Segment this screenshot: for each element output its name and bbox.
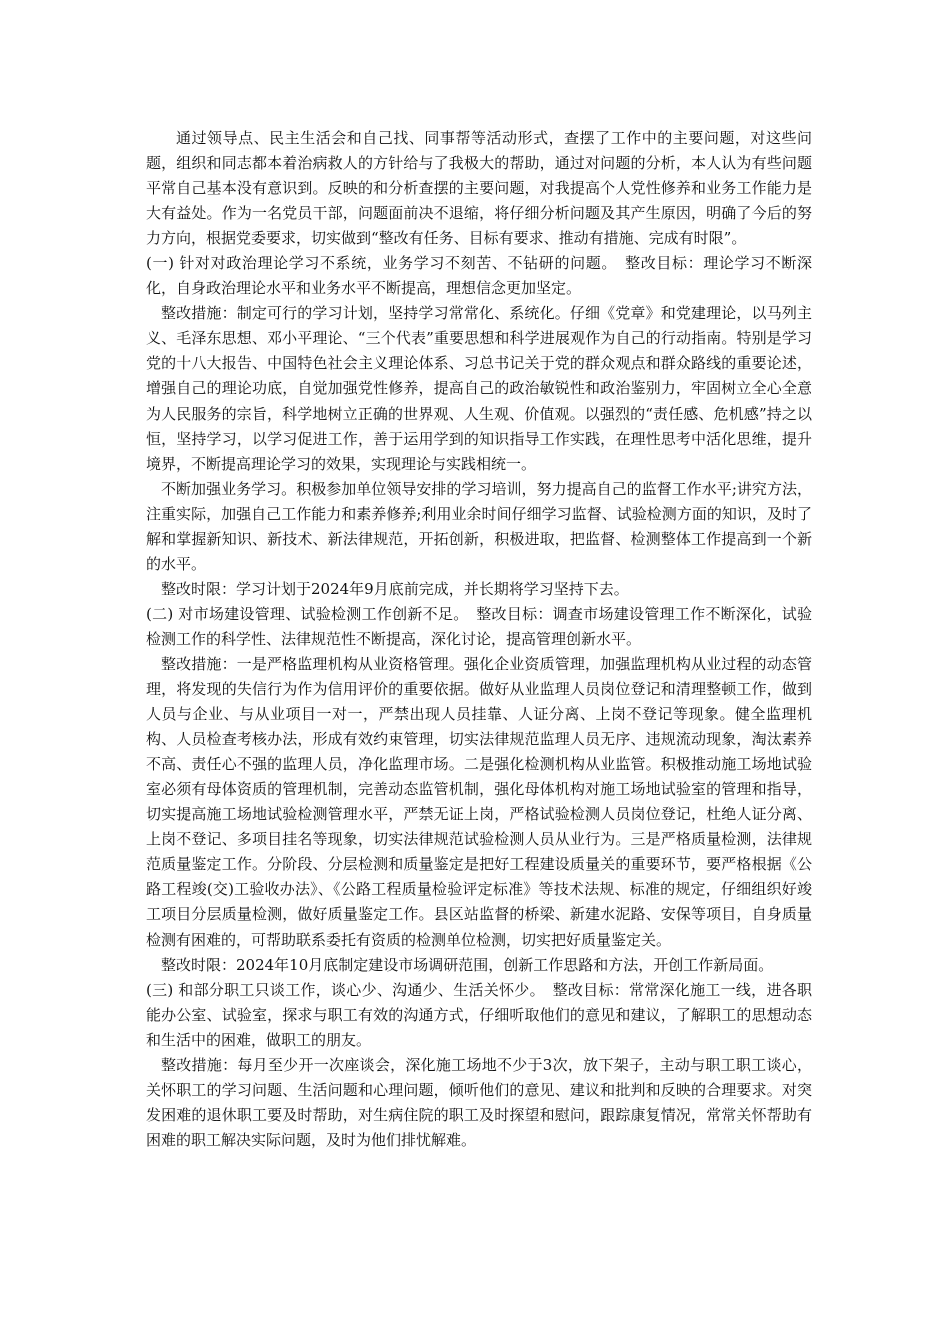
paragraph-intro: 通过领导点、民主生活会和自己找、同事帮等活动形式，查摆了工作中的主要问题，对这些问题，组织和同志都本着治病救人的方针给与了我极大的帮助，通过对问题的分析，本人认为有些问题平常自己基本没有意识到。反映的和分析查摆的主要问题，对我提高个人党性修养和业务工作能力是大有益处。作为一名党员干部，问题面前决不退缩，将仔细分析问题及其产生原因，明确了今后的努力方向，根据党委要求，切实做到“整改有任务、目标有要求、推动有措施、完成有时限”。 <box>146 129 812 248</box>
paragraph-measures-3: 整改措施：每月至少开一次座谈会，深化施工场地不少于3次，放下架子，主动与职工职工谈心，关怀职工的学习问题、生活问题和心理问题，倾听他们的意见、建议和批判和反映的合理要求。对突发困难的退休职工要及时帮助，对生病住院的职工及时探望和慰问，跟踪康复情况，常常关怀帮助有困难的职工解决实际问题，及时为他们排忧解难。 <box>146 1055 812 1149</box>
paragraph-business-study: 不断加强业务学习。积极参加单位领导安排的学习培训，努力提高自己的监督工作水平;讲究方法，注重实际，加强自己工作能力和素养修养;利用业余时间仔细学习监督、试验检测方面的知识，及时了解和掌握新知识、新技术、新法律规范，开拓创新，积极进取，把监督、检测整体工作提高到一个新的水平。 <box>146 479 812 573</box>
paragraph-deadline-2: 整改时限：2024年10月底制定建设市场调研范围，创新工作思路和方法，开创工作新局面。 <box>161 955 774 974</box>
section-heading-2: (二) 对市场建设管理、试验检测工作创新不足。 整改目标：调查市场建设管理工作不断深化，试验检测工作的科学性、法律规范性不断提高，深化讨论，提高管理创新水平。 <box>146 604 812 648</box>
paragraph-deadline-1: 整改时限：学习计划于2024年9月底前完成，并长期将学习坚持下去。 <box>161 579 629 598</box>
section-heading-3: (三) 和部分职工只谈工作，谈心少、沟通少、生活关怀少。 整改目标：常常深化施工一线，进各职能办公室、试验室，探求与职工有效的沟通方式，仔细听取他们的意见和建议，了解职工的思想动态和生活中的困难，做职工的朋友。 <box>146 980 812 1049</box>
document-body <box>146 126 812 1153</box>
paragraph-measures-2: 整改措施：一是严格监理机构从业资格管理。强化企业资质管理，加强监理机构从业过程的动态管理，将发现的失信行为作为信用评价的重要依据。做好从业监理人员岗位登记和清理整顿工作，做到人员与企业、与从业项目一对一，严禁出现人员挂靠、人证分离、上岗不登记等现象。健全监理机构、人员检查考核办法，形成有效约束管理，切实法律规范监理人员无序、违规流动现象，淘汰素养不高、责任心不强的监理人员，净化监理市场。二是强化检测机构从业监管。积极推动施工场地试验室必须有母体资质的管理机制，完善动态监管机制，强化母体机构对施工场地试验室的管理和指导，切实提高施工场地试验检测管理水平，严禁无证上岗，严格试验检测人员岗位登记，杜绝人证分离、上岗不登记、多项目挂名等现象，切实法律规范试验检测人员从业行为。三是严格质量检测，法律规范质量鉴定工作。分阶段、分层检测和质量鉴定是把好工程建设质量关的重要环节，要严格根据《公路工程竣(交)工验收办法》、《公路工程质量检验评定标准》等技术法规、标准的规定，仔细组织好竣工项目分层质量检测，做好质量鉴定工作。县区站监督的桥梁、新建水泥路、安保等项目，自身质量检测有困难的，可帮助联系委托有资质的检测单位检测，切实把好质量鉴定关。 <box>146 654 812 949</box>
section-heading-1: (一) 针对对政治理论学习不系统，业务学习不刻苦、不钻研的问题。 整改目标：理论学习不断深化，自身政治理论水平和业务水平不断提高，理想信念更加坚定。 <box>146 254 812 298</box>
paragraph-measures-1: 整改措施：制定可行的学习计划，坚持学习常常化、系统化。仔细《党章》和党建理论，以马列主义、毛泽东思想、邓小平理论、“三个代表”重要思想和科学进展观作为自己的行动指南。特别是学习党的十八大报告、中国特色社会主义理论体系、习总书记关于党的群众观点和群众路线的重要论述，增强自己的理论功底，自觉加强党性修养，提高自己的政治敏锐性和政治鉴别力，牢固树立全心全意为人民服务的宗旨，科学地树立正确的世界观、人生观、价值观。以强烈的“责任感、危机感”持之以恒，坚持学习，以学习促进工作，善于运用学到的知识指导工作实践，在理性思考中活化思维，提升境界，不断提高理论学习的效果，实现理论与实践相统一。 <box>146 304 812 473</box>
